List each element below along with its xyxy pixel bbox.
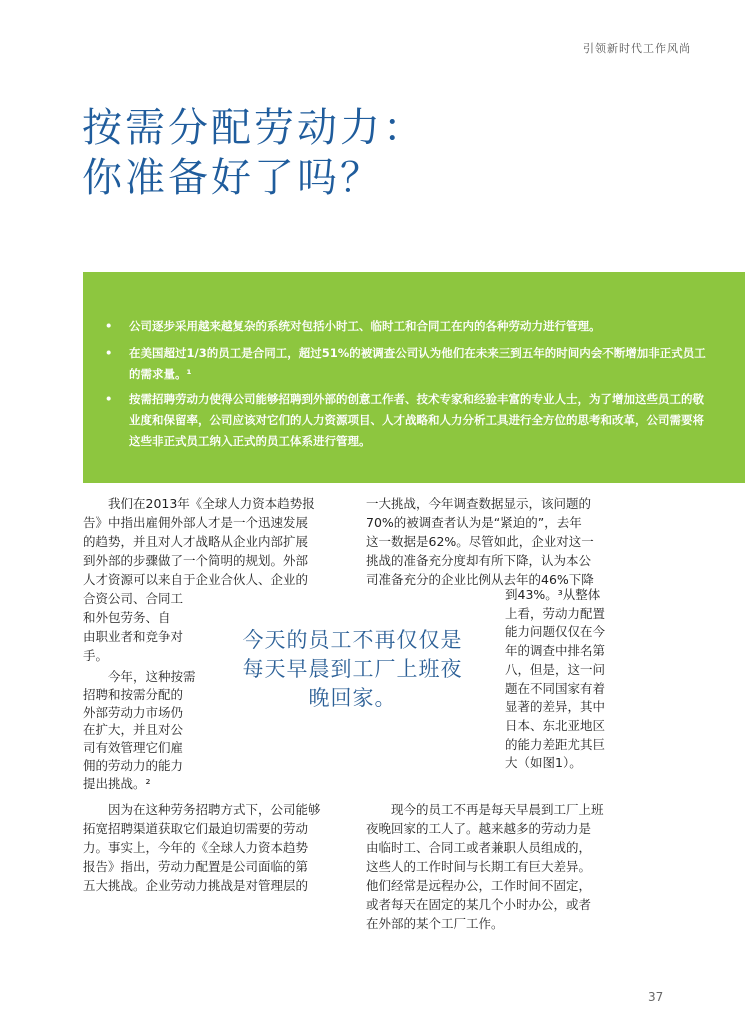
text-line: 人才资源可以来自于企业合伙人、企业的 (83, 572, 309, 587)
text-line: 合资公司、合同工 (83, 591, 184, 606)
page-title-line1: 按需分配劳动力： (82, 105, 426, 151)
text-line: 和外包劳务、自 (83, 610, 171, 625)
text-line: 的趋势，并且对人才战略从企业内部扩展 (83, 534, 309, 549)
text-line: 提出挑战。² (83, 775, 151, 791)
text-line: 到43%。³从整体 (505, 587, 601, 602)
text-line: 因为在这种劳务招聘方式下，公司能够 (83, 802, 321, 817)
text-line: 五大挑战。企业劳动力挑战是对管理层的 (83, 878, 309, 893)
text-line: 每天早晨到工厂上班夜 (242, 657, 463, 681)
text-line: 70%的被调查者认为是“紧迫的”，去年 (366, 515, 582, 530)
bullet-icon: • (105, 392, 113, 406)
text-line: 这些人的工作时间与长期工有巨大差异。 (366, 859, 592, 874)
text-line: 告》中指出雇佣外部人才是一个迅速发展 (83, 515, 309, 530)
bullet-icon: • (105, 319, 113, 333)
text-line: 或者每天在固定的某几个小时办公，或者 (366, 897, 592, 912)
text-line: 日本、东北亚地区 (505, 717, 606, 733)
text-line: 拓宽招聘渠道获取它们最迫切需要的劳动 (83, 821, 309, 836)
text-line: 手。 (83, 648, 109, 663)
text-line: 晚回家。 (308, 686, 397, 710)
text-line: 夜晚回家的工人了。越来越多的劳动力是 (366, 821, 592, 836)
text-line: 外部劳动力市场仍 (83, 704, 184, 720)
text-line: 的能力差距尤其巨 (505, 736, 606, 752)
body-paragraph (83, 800, 321, 895)
text-line: 能力问题仅仅在今 (505, 624, 606, 640)
text-line: 挑战的准备充分度却有所下降，认为本公 (366, 553, 592, 568)
text-line: 我们在2013年《全球人力资本趋势报 (83, 496, 315, 511)
text-line: 司准备充分的企业比例从去年的46%下降 (366, 572, 594, 587)
text-line: 题在不同国家有着 (505, 680, 606, 696)
page-title-line2: 你准备好了吗？ (82, 155, 383, 201)
text-line: 八，但是，这一问 (505, 661, 606, 677)
pull-quote (225, 626, 480, 713)
text-line: 由职业者和竞争对 (83, 629, 184, 644)
text-line: 今年，这种按需 (83, 669, 196, 684)
text-line: 报告》指出，劳动力配置是公司面临的第 (83, 859, 309, 874)
text-line: 到外部的步骤做了一个简明的规划。外部 (83, 553, 309, 568)
highlights-box: • 公司逐步采用越来越复杂的系统对包括小时工、临时工和合同工在内的各种劳动力进行管理。 • 在美国超过1/3的员工是合同工，超过51%的被调查公司认为他们在未来三到五年的时间内会不断增加非正式员工的需求量。¹ • 按需招聘劳动力使得公司能够招聘到外部的创意工作者、技术专家和经验丰富的专业人士，为了增加这些员工的敬业度和保留率，公司应该对它们的人力资源项目、人才战略和人力分析工具进行全方位的思考和改革，公司需要将这些非正式员工纳入正式的员工体系进行管理。 (83, 272, 745, 483)
text-line: 他们经常是远程办公，工作时间不固定， (366, 878, 592, 893)
text-line: 上看，劳动力配置 (505, 605, 606, 621)
body-paragraph (366, 800, 604, 933)
bullet-icon: • (105, 346, 113, 360)
body-paragraph-continued (505, 586, 605, 773)
text-line: 今天的员工不再仅仅是 (242, 628, 463, 652)
text-line: 招聘和按需分配的 (83, 686, 184, 702)
body-paragraph (366, 494, 594, 589)
text-line: 一大挑战，今年调查数据显示，该问题的 (366, 496, 592, 511)
running-header: 引领新时代工作风尚 (583, 42, 691, 55)
text-line: 在外部的某个工厂工作。 (366, 916, 504, 931)
text-line: 佣的劳动力的能力 (83, 757, 184, 773)
page-number: 37 (648, 990, 664, 1004)
text-line: 司有效管理它们雇 (83, 740, 184, 756)
text-line: 这一数据是62%。尽管如此，企业对这一 (366, 534, 594, 549)
text-line: 由临时工、合同工或者兼职人员组成的， (366, 840, 592, 855)
body-paragraph (83, 668, 196, 793)
text-line: 现今的员工不再是每天早晨到工厂上班 (366, 802, 604, 817)
text-line: 大（如图1）。 (505, 755, 582, 771)
text-line: 年的调查中排名第 (505, 643, 606, 659)
text-line: 在扩大，并且对公 (83, 722, 184, 738)
text-line: 力。事实上，今年的《全球人力资本趋势 (83, 840, 309, 855)
text-line: 显著的差异，其中 (505, 699, 606, 715)
